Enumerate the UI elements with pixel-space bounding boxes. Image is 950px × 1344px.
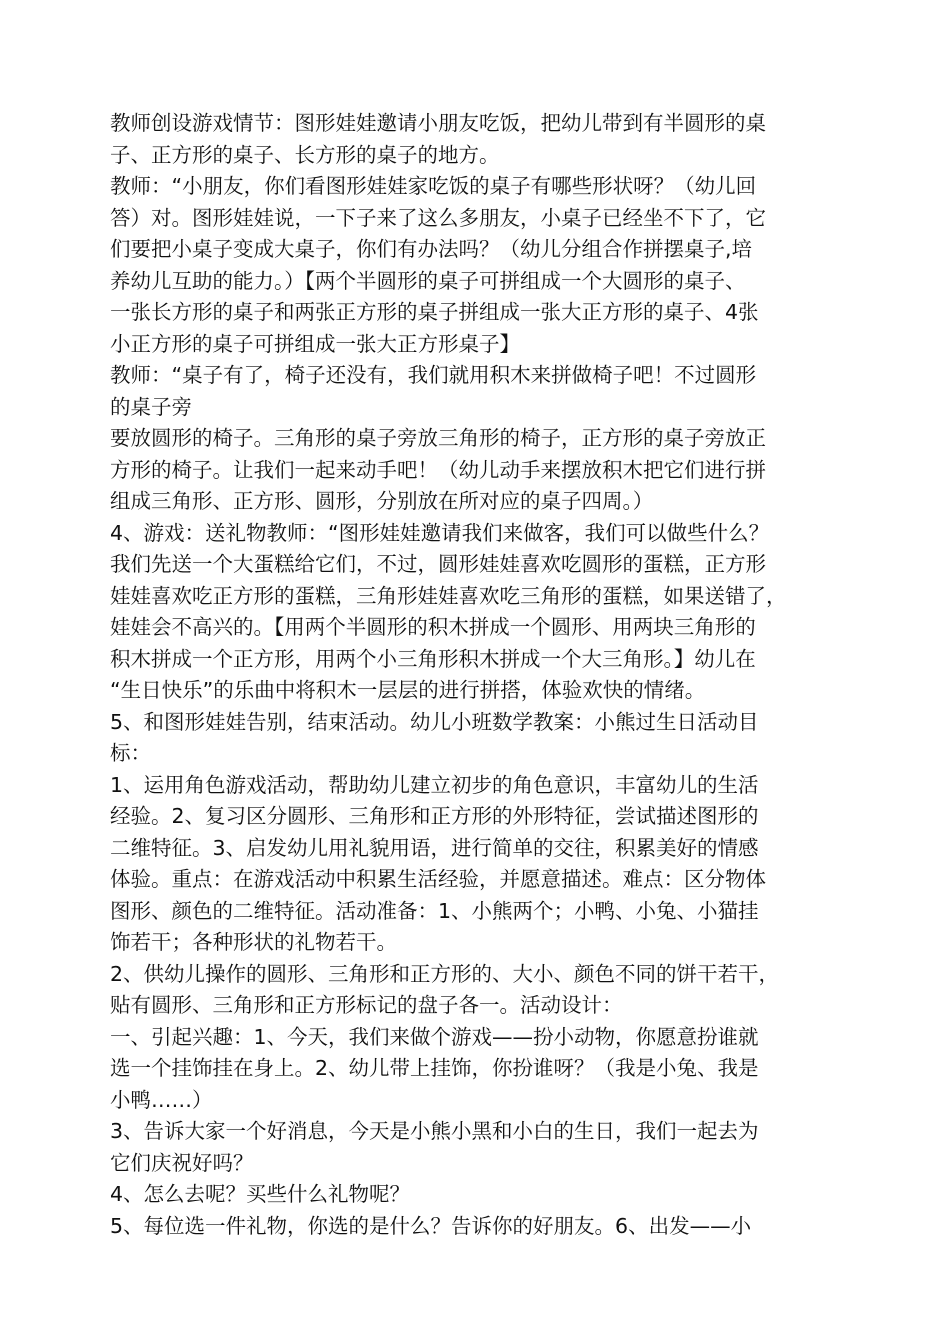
text-line: 养幼儿互助的能力。）【两个半圆形的桌子可拼组成一个大圆形的桌子、	[110, 268, 746, 293]
document-body	[110, 108, 870, 1242]
text-line: 一、引起兴趣：1、今天，我们来做个游戏——扮小动物，你愿意扮谁就	[110, 1024, 759, 1049]
text-line: 教师创设游戏情节：图形娃娃邀请小朋友吃饭，把幼儿带到有半圆形的桌	[110, 111, 766, 135]
text-line: 组成三角形、正方形、圆形，分别放在所对应的桌子四周。）	[110, 489, 654, 513]
text-line: 要放圆形的椅子。三角形的桌子旁放三角形的椅子，正方形的桌子旁放正	[110, 426, 766, 450]
text-line: “生日快乐”的乐曲中将积木一层层的进行拼搭，体验欢快的情绪。	[110, 678, 706, 702]
text-line: 一张长方形的桌子和两张正方形的桌子拼组成一张大正方形的桌子、4张	[110, 300, 759, 324]
text-line: 娃娃喜欢吃正方形的蛋糕，三角形娃娃喜欢吃三角形的蛋糕，如果送错了，	[110, 583, 787, 608]
text-line: 标：	[110, 741, 151, 765]
text-line: 2、供幼儿操作的圆形、三角形和正方形的、大小、颜色不同的饼干若干，	[110, 961, 780, 986]
text-line: 4、游戏：送礼物教师：“图形娃娃邀请我们来做客，我们可以做些什么？	[110, 520, 770, 545]
text-line: 们要把小桌子变成大桌子，你们有办法吗？（幼儿分组合作拼摆桌子,培	[110, 237, 753, 261]
text-line: 5、和图形娃娃告别，结束活动。幼儿小班数学教案：小熊过生日活动目	[110, 709, 759, 734]
text-line: 子、正方形的桌子、长方形的桌子的地方。	[110, 142, 500, 167]
text-line: 1、运用角色游戏活动，帮助幼儿建立初步的角色意识，丰富幼儿的生活	[110, 772, 759, 797]
text-line: 图形、颜色的二维特征。活动准备：1、小熊两个；小鸭、小兔、小猫挂	[110, 898, 759, 923]
text-line: 教师：“小朋友，你们看图形娃娃家吃饭的桌子有哪些形状呀？（幼儿回	[110, 174, 757, 198]
text-line: 经验。2、复习区分圆形、三角形和正方形的外形特征，尝试描述图形的	[110, 804, 759, 828]
text-line: 贴有圆形、三角形和正方形标记的盘子各一。活动设计：	[110, 993, 623, 1017]
text-line: 4、怎么去呢？买些什么礼物呢？	[110, 1182, 411, 1206]
text-line: 选一个挂饰挂在身上。2、幼儿带上挂饰，你扮谁呀？（我是小兔、我是	[110, 1056, 759, 1080]
text-line: 小鸭……）	[110, 1087, 213, 1112]
text-line: 我们先送一个大蛋糕给它们，不过，圆形娃娃喜欢吃圆形的蛋糕，正方形	[110, 552, 766, 576]
text-line: 娃娃会不高兴的。【用两个半圆形的积木拼成一个圆形、用两块三角形的	[110, 615, 756, 639]
text-line: 5、每位选一件礼物，你选的是什么？告诉你的好朋友。6、出发——小	[110, 1213, 752, 1238]
text-line: 积木拼成一个正方形，用两个小三角形积木拼成一个大三角形。】幼儿在	[110, 646, 756, 671]
text-line: 饰若干；各种形状的礼物若干。	[110, 930, 397, 954]
text-line: 的桌子旁	[110, 394, 192, 419]
text-line: 二维特征。3、启发幼儿用礼貌用语，进行简单的交往，积累美好的情感	[110, 835, 759, 860]
text-line: 3、告诉大家一个好消息，今天是小熊小黑和小白的生日，我们一起去为	[110, 1119, 759, 1143]
text-line: 教师：“桌子有了，椅子还没有，我们就用积木来拼做椅子吧！不过圆形	[110, 363, 757, 387]
text-line: 体验。重点：在游戏活动中积累生活经验，并愿意描述。难点：区分物体	[110, 867, 766, 891]
text-line: 答）对。图形娃娃说，一下子来了这么多朋友，小桌子已经坐不下了，它	[110, 205, 766, 230]
text-line: 小正方形的桌子可拼组成一张大正方形桌子】	[110, 331, 520, 356]
text-line: 方形的椅子。让我们一起来动手吧！（幼儿动手来摆放积木把它们进行拼	[110, 457, 766, 482]
text-line: 它们庆祝好吗？	[110, 1150, 254, 1175]
